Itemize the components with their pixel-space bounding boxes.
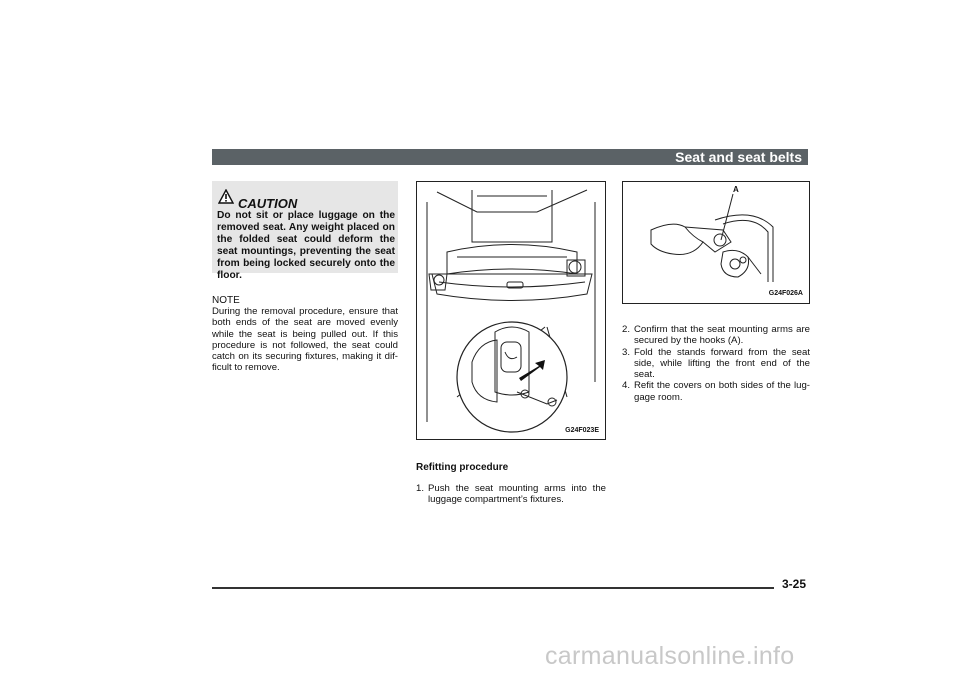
step-number: 3. — [622, 346, 631, 358]
section-title: Seat and seat belts — [675, 149, 802, 165]
caution-title: CAUTION — [238, 196, 298, 211]
list-item — [622, 380, 810, 403]
step-number: 4. — [622, 380, 631, 392]
list-item — [416, 483, 606, 506]
figure-hook-detail — [622, 181, 810, 304]
hook-detail-illustration — [623, 182, 809, 303]
step-text: Push the seat mounting arms into the luggage compartment’s fixtures. — [428, 483, 606, 506]
footer-divider — [212, 587, 774, 589]
refitting-heading: Refitting procedure — [416, 462, 509, 473]
page-number: 3-25 — [782, 577, 807, 591]
watermark-text: carmanualsonline.info — [545, 642, 795, 670]
step-text: Fold the stands forward from the seat side, while lifting the front end of the seat. — [634, 346, 810, 381]
note-label: NOTE — [212, 295, 240, 306]
list-item — [622, 347, 810, 381]
refitting-steps-list — [416, 483, 606, 506]
step-text: Refit the covers on both sides of the lug- gage room. — [634, 380, 810, 403]
step-text: Confirm that the seat mounting arms are secured by the hooks (A). — [634, 324, 810, 347]
figure-code: G24F023E — [565, 427, 599, 434]
figure-seat-removal — [416, 181, 606, 440]
refitting-steps-continued — [622, 324, 810, 403]
hook-label-a: A — [733, 185, 739, 194]
step-number: 1. — [416, 483, 425, 494]
caution-box — [212, 181, 398, 281]
note-text: During the removal procedure, ensure that both ends of the seat are moved evenly while the seat is being pulled out. If this procedure is not followed, the seat could catch on its securing fixtures, making it dif- ficult to remove. — [212, 306, 398, 374]
step-number: 2. — [622, 324, 631, 335]
section-header-bar — [212, 149, 808, 165]
seat-mounting-illustration — [417, 182, 605, 439]
figure-code: G24F026A — [768, 290, 803, 297]
warning-triangle-icon — [218, 189, 234, 204]
list-item — [622, 324, 810, 347]
caution-text: Do not sit or place luggage on the removed seat. Any weight placed on the folded seat could deform the seat mountings, preventing the seat from being locked securely onto the floor. — [217, 210, 395, 281]
